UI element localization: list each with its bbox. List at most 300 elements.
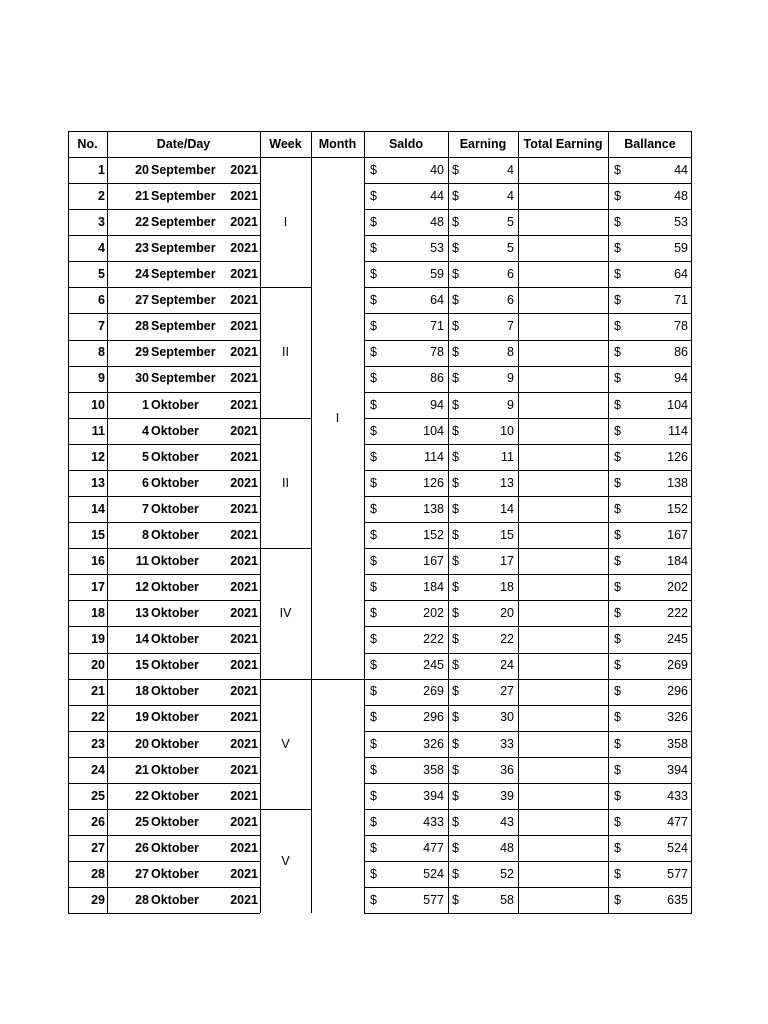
date-day: 27 xyxy=(135,293,149,308)
date-day: 19 xyxy=(135,710,149,725)
amount-value: 524 xyxy=(667,840,688,855)
grid-line-horizontal xyxy=(364,548,692,549)
row-number: 2 xyxy=(98,188,105,203)
amount-value: 59 xyxy=(674,241,688,256)
currency-symbol: $ xyxy=(452,397,459,412)
earning-cell xyxy=(448,444,518,470)
amount-value: 577 xyxy=(423,893,444,908)
amount-value: 126 xyxy=(667,449,688,464)
date-cell xyxy=(107,757,260,783)
date-day: 6 xyxy=(142,475,149,490)
earning-cell xyxy=(448,183,518,209)
balance-cell xyxy=(608,861,692,887)
currency-symbol: $ xyxy=(614,710,621,725)
currency-symbol: $ xyxy=(370,397,377,412)
amount-value: 7 xyxy=(507,319,514,334)
date-cell xyxy=(107,287,260,313)
total-earning-cell xyxy=(518,783,608,809)
row-number: 3 xyxy=(98,214,105,229)
currency-symbol: $ xyxy=(370,188,377,203)
currency-symbol: $ xyxy=(614,840,621,855)
date-month: Oktober xyxy=(151,684,199,699)
date-month: Oktober xyxy=(151,553,199,568)
earning-cell xyxy=(448,366,518,392)
balance-cell xyxy=(608,574,692,600)
currency-symbol: $ xyxy=(452,684,459,699)
grid-line-horizontal xyxy=(68,470,260,471)
balance-cell xyxy=(608,600,692,626)
currency-symbol: $ xyxy=(452,580,459,595)
date-month: Oktober xyxy=(151,449,199,464)
date-cell xyxy=(107,235,260,261)
grid-line-horizontal xyxy=(68,809,260,810)
earning-cell xyxy=(448,653,518,679)
currency-symbol: $ xyxy=(452,188,459,203)
date-month: September xyxy=(151,371,216,386)
currency-symbol: $ xyxy=(614,214,621,229)
currency-symbol: $ xyxy=(370,214,377,229)
month-cell xyxy=(311,679,364,914)
balance-cell xyxy=(608,548,692,574)
balance-cell xyxy=(608,261,692,287)
grid-line-horizontal xyxy=(364,496,692,497)
week-cell: V xyxy=(281,736,290,751)
currency-symbol: $ xyxy=(370,162,377,177)
amount-value: 13 xyxy=(500,475,514,490)
date-year: 2021 xyxy=(230,241,258,256)
grid-line-horizontal xyxy=(260,548,311,549)
currency-symbol: $ xyxy=(370,580,377,595)
saldo-cell xyxy=(364,653,448,679)
date-month: Oktober xyxy=(151,632,199,647)
grid-line-horizontal xyxy=(68,548,260,549)
week-cell: II xyxy=(282,345,289,360)
amount-value: 8 xyxy=(507,345,514,360)
date-cell xyxy=(107,261,260,287)
amount-value: 358 xyxy=(667,736,688,751)
date-year: 2021 xyxy=(230,345,258,360)
date-month: Oktober xyxy=(151,423,199,438)
saldo-cell xyxy=(364,809,448,835)
date-year: 2021 xyxy=(230,762,258,777)
amount-value: 126 xyxy=(423,475,444,490)
balance-cell xyxy=(608,835,692,861)
earning-cell xyxy=(448,626,518,652)
saldo-cell xyxy=(364,209,448,235)
currency-symbol: $ xyxy=(452,553,459,568)
amount-value: 9 xyxy=(507,371,514,386)
total-earning-cell xyxy=(518,757,608,783)
balance-cell xyxy=(608,340,692,366)
currency-symbol: $ xyxy=(452,840,459,855)
column-header: Date/Day xyxy=(156,136,211,151)
date-cell xyxy=(107,600,260,626)
amount-value: 477 xyxy=(667,814,688,829)
saldo-cell xyxy=(364,392,448,418)
currency-symbol: $ xyxy=(614,188,621,203)
currency-symbol: $ xyxy=(370,736,377,751)
currency-symbol: $ xyxy=(452,893,459,908)
currency-symbol: $ xyxy=(370,788,377,803)
total-earning-cell xyxy=(518,626,608,652)
currency-symbol: $ xyxy=(614,162,621,177)
grid-line-horizontal xyxy=(68,235,260,236)
total-earning-cell xyxy=(518,287,608,313)
date-cell xyxy=(107,861,260,887)
date-day: 15 xyxy=(135,658,149,673)
date-day: 11 xyxy=(135,553,149,568)
row-number: 1 xyxy=(98,162,105,177)
amount-value: 138 xyxy=(667,475,688,490)
balance-cell xyxy=(608,444,692,470)
grid-line-horizontal xyxy=(68,626,260,627)
earning-cell xyxy=(448,679,518,705)
date-day: 22 xyxy=(135,788,149,803)
saldo-cell xyxy=(364,731,448,757)
date-month: September xyxy=(151,267,216,282)
column-header: Month xyxy=(318,136,357,151)
amount-value: 48 xyxy=(500,840,514,855)
date-month: Oktober xyxy=(151,893,199,908)
balance-cell xyxy=(608,496,692,522)
date-year: 2021 xyxy=(230,371,258,386)
amount-value: 64 xyxy=(674,267,688,282)
column-header: Week xyxy=(269,136,302,151)
date-cell xyxy=(107,679,260,705)
currency-symbol: $ xyxy=(370,762,377,777)
grid-line-horizontal xyxy=(68,705,260,706)
saldo-cell xyxy=(364,522,448,548)
amount-value: 53 xyxy=(674,214,688,229)
currency-symbol: $ xyxy=(614,397,621,412)
currency-symbol: $ xyxy=(614,866,621,881)
row-number: 18 xyxy=(91,606,105,621)
date-month: September xyxy=(151,345,216,360)
currency-symbol: $ xyxy=(452,345,459,360)
grid-line-horizontal xyxy=(364,522,692,523)
amount-value: 94 xyxy=(674,371,688,386)
amount-value: 326 xyxy=(423,736,444,751)
currency-symbol: $ xyxy=(452,866,459,881)
date-month: Oktober xyxy=(151,710,199,725)
earning-cell xyxy=(448,418,518,444)
date-day: 25 xyxy=(135,814,149,829)
balance-cell xyxy=(608,522,692,548)
saldo-cell xyxy=(364,418,448,444)
currency-symbol: $ xyxy=(370,632,377,647)
total-earning-cell xyxy=(518,157,608,183)
grid-line-horizontal xyxy=(68,366,260,367)
total-earning-cell xyxy=(518,209,608,235)
date-day: 18 xyxy=(135,684,149,699)
earning-cell xyxy=(448,287,518,313)
saldo-cell xyxy=(364,600,448,626)
amount-value: 394 xyxy=(423,788,444,803)
date-month: Oktober xyxy=(151,501,199,516)
date-day: 28 xyxy=(135,893,149,908)
saldo-cell xyxy=(364,496,448,522)
row-number: 27 xyxy=(91,840,105,855)
saldo-cell xyxy=(364,444,448,470)
date-month: Oktober xyxy=(151,397,199,412)
currency-symbol: $ xyxy=(370,345,377,360)
saldo-cell xyxy=(364,470,448,496)
amount-value: 296 xyxy=(423,710,444,725)
grid-line-horizontal xyxy=(364,235,692,236)
earning-cell xyxy=(448,548,518,574)
grid-line-horizontal xyxy=(364,653,692,654)
grid-line-horizontal xyxy=(68,287,260,288)
earning-cell xyxy=(448,600,518,626)
amount-value: 6 xyxy=(507,293,514,308)
column-header: Ballance xyxy=(624,136,676,151)
date-cell xyxy=(107,392,260,418)
row-number: 24 xyxy=(91,762,105,777)
amount-value: 114 xyxy=(424,449,444,464)
grid-line-horizontal xyxy=(364,913,692,914)
balance-cell xyxy=(608,157,692,183)
date-year: 2021 xyxy=(230,658,258,673)
row-number: 11 xyxy=(91,423,105,438)
earning-cell xyxy=(448,261,518,287)
saldo-cell xyxy=(364,757,448,783)
currency-symbol: $ xyxy=(452,632,459,647)
saldo-cell xyxy=(364,366,448,392)
date-cell xyxy=(107,653,260,679)
amount-value: 202 xyxy=(667,580,688,595)
amount-value: 245 xyxy=(423,658,444,673)
grid-line-horizontal xyxy=(364,366,692,367)
amount-value: 11 xyxy=(501,449,514,464)
amount-value: 6 xyxy=(507,267,514,282)
saldo-cell xyxy=(364,183,448,209)
amount-value: 39 xyxy=(500,788,514,803)
amount-value: 433 xyxy=(423,814,444,829)
date-month: Oktober xyxy=(151,840,199,855)
currency-symbol: $ xyxy=(370,371,377,386)
earning-cell xyxy=(448,392,518,418)
column-header: Earning xyxy=(459,136,507,151)
balance-cell xyxy=(608,313,692,339)
total-earning-cell xyxy=(518,418,608,444)
date-month: Oktober xyxy=(151,606,199,621)
amount-value: 202 xyxy=(423,606,444,621)
date-year: 2021 xyxy=(230,501,258,516)
currency-symbol: $ xyxy=(614,475,621,490)
currency-symbol: $ xyxy=(452,241,459,256)
currency-symbol: $ xyxy=(370,319,377,334)
date-day: 23 xyxy=(135,241,149,256)
grid-line-horizontal xyxy=(68,261,260,262)
grid-line-horizontal xyxy=(68,574,260,575)
date-cell xyxy=(107,522,260,548)
date-year: 2021 xyxy=(230,162,258,177)
total-earning-cell xyxy=(518,340,608,366)
currency-symbol: $ xyxy=(452,501,459,516)
amount-value: 59 xyxy=(430,267,444,282)
grid-line-horizontal xyxy=(364,261,692,262)
grid-line-horizontal xyxy=(364,809,692,810)
amount-value: 10 xyxy=(500,423,514,438)
date-month: September xyxy=(151,188,216,203)
amount-value: 48 xyxy=(674,188,688,203)
earning-cell xyxy=(448,522,518,548)
amount-value: 358 xyxy=(423,762,444,777)
balance-cell xyxy=(608,470,692,496)
currency-symbol: $ xyxy=(614,553,621,568)
date-year: 2021 xyxy=(230,632,258,647)
amount-value: 44 xyxy=(430,188,444,203)
balance-cell xyxy=(608,731,692,757)
total-earning-cell xyxy=(518,392,608,418)
date-year: 2021 xyxy=(230,788,258,803)
date-cell xyxy=(107,209,260,235)
date-year: 2021 xyxy=(230,710,258,725)
date-day: 7 xyxy=(142,501,149,516)
total-earning-cell xyxy=(518,261,608,287)
grid-line-horizontal xyxy=(364,731,692,732)
row-number: 9 xyxy=(98,371,105,386)
row-number: 21 xyxy=(91,684,105,699)
date-cell xyxy=(107,313,260,339)
currency-symbol: $ xyxy=(614,267,621,282)
amount-value: 269 xyxy=(667,658,688,673)
amount-value: 78 xyxy=(430,345,444,360)
row-number: 14 xyxy=(91,501,105,516)
amount-value: 40 xyxy=(430,162,444,177)
amount-value: 269 xyxy=(423,684,444,699)
grid-line-horizontal xyxy=(364,835,692,836)
amount-value: 5 xyxy=(507,241,514,256)
currency-symbol: $ xyxy=(614,606,621,621)
earning-cell xyxy=(448,340,518,366)
currency-symbol: $ xyxy=(614,632,621,647)
row-number: 4 xyxy=(98,241,105,256)
date-cell xyxy=(107,418,260,444)
currency-symbol: $ xyxy=(452,449,459,464)
grid-line-horizontal xyxy=(364,392,692,393)
date-month: Oktober xyxy=(151,580,199,595)
currency-symbol: $ xyxy=(614,371,621,386)
date-day: 4 xyxy=(142,423,149,438)
balance-cell xyxy=(608,366,692,392)
date-year: 2021 xyxy=(230,684,258,699)
total-earning-cell xyxy=(518,366,608,392)
earning-cell xyxy=(448,887,518,913)
currency-symbol: $ xyxy=(370,267,377,282)
week-cell: V xyxy=(281,853,290,868)
grid-line-horizontal xyxy=(68,887,260,888)
grid-line-horizontal xyxy=(68,522,260,523)
saldo-cell xyxy=(364,626,448,652)
amount-value: 5 xyxy=(507,214,514,229)
earning-cell xyxy=(448,574,518,600)
grid-line-horizontal xyxy=(68,131,692,132)
total-earning-cell xyxy=(518,679,608,705)
earnings-table xyxy=(68,131,692,912)
grid-line-horizontal xyxy=(364,626,692,627)
amount-value: 138 xyxy=(423,501,444,516)
date-year: 2021 xyxy=(230,449,258,464)
date-day: 28 xyxy=(135,319,149,334)
amount-value: 53 xyxy=(430,241,444,256)
balance-cell xyxy=(608,235,692,261)
row-number: 22 xyxy=(91,710,105,725)
grid-line-horizontal xyxy=(364,340,692,341)
currency-symbol: $ xyxy=(614,319,621,334)
saldo-cell xyxy=(364,287,448,313)
row-number: 25 xyxy=(91,788,105,803)
amount-value: 94 xyxy=(430,397,444,412)
row-number: 23 xyxy=(91,736,105,751)
amount-value: 167 xyxy=(667,527,688,542)
grid-line-horizontal xyxy=(68,861,260,862)
amount-value: 326 xyxy=(667,710,688,725)
saldo-cell xyxy=(364,261,448,287)
grid-line-horizontal xyxy=(260,679,311,680)
date-month: Oktober xyxy=(151,762,199,777)
earning-cell xyxy=(448,861,518,887)
earning-cell xyxy=(448,313,518,339)
date-day: 20 xyxy=(135,162,149,177)
date-cell xyxy=(107,470,260,496)
grid-line-horizontal xyxy=(364,887,692,888)
grid-line-horizontal xyxy=(68,496,260,497)
grid-line-horizontal xyxy=(364,783,692,784)
date-month: Oktober xyxy=(151,788,199,803)
currency-symbol: $ xyxy=(452,423,459,438)
date-cell xyxy=(107,705,260,731)
row-number: 10 xyxy=(91,397,105,412)
amount-value: 78 xyxy=(674,319,688,334)
grid-line-horizontal xyxy=(68,183,260,184)
saldo-cell xyxy=(364,340,448,366)
currency-symbol: $ xyxy=(614,684,621,699)
grid-line-horizontal xyxy=(68,209,260,210)
currency-symbol: $ xyxy=(370,501,377,516)
currency-symbol: $ xyxy=(452,814,459,829)
balance-cell xyxy=(608,757,692,783)
currency-symbol: $ xyxy=(370,710,377,725)
earning-cell xyxy=(448,705,518,731)
balance-cell xyxy=(608,809,692,835)
date-month: Oktober xyxy=(151,814,199,829)
grid-line-horizontal xyxy=(364,444,692,445)
row-number: 28 xyxy=(91,866,105,881)
date-cell xyxy=(107,835,260,861)
balance-cell xyxy=(608,783,692,809)
date-day: 13 xyxy=(135,606,149,621)
grid-line-horizontal xyxy=(364,757,692,758)
currency-symbol: $ xyxy=(370,893,377,908)
amount-value: 71 xyxy=(430,319,444,334)
date-cell xyxy=(107,548,260,574)
total-earning-cell xyxy=(518,183,608,209)
week-cell: II xyxy=(282,475,289,490)
total-earning-cell xyxy=(518,809,608,835)
amount-value: 184 xyxy=(423,580,444,595)
earning-cell xyxy=(448,783,518,809)
total-earning-cell xyxy=(518,653,608,679)
balance-cell xyxy=(608,705,692,731)
currency-symbol: $ xyxy=(614,345,621,360)
amount-value: 152 xyxy=(667,501,688,516)
amount-value: 44 xyxy=(674,162,688,177)
date-day: 26 xyxy=(135,840,149,855)
currency-symbol: $ xyxy=(614,580,621,595)
date-cell xyxy=(107,340,260,366)
date-year: 2021 xyxy=(230,814,258,829)
